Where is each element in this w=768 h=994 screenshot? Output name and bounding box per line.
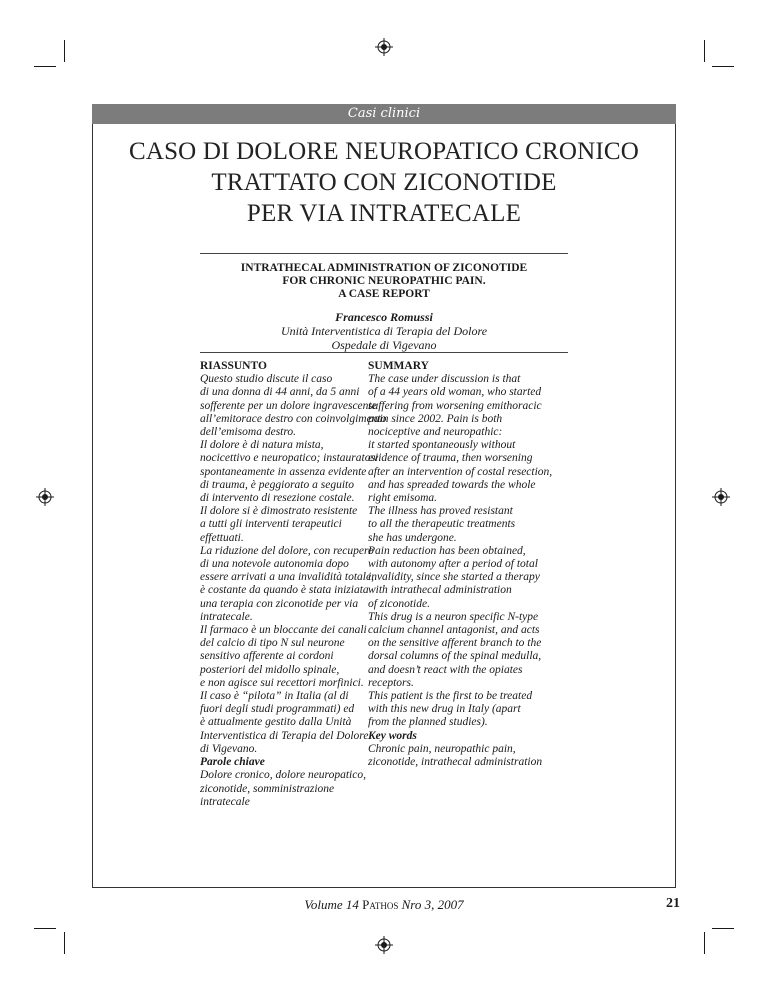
registration-mark-icon (712, 488, 730, 506)
affiliation-line: Ospedale di Vigevano (331, 338, 437, 352)
text-line: dell’emisoma destro. (200, 426, 297, 439)
text-line: with autonomy after a period of total (368, 558, 538, 571)
text-line: nocicettivo e neuropatico; instauratosi (200, 452, 379, 465)
text-line: evidence of trauma, then worsening (368, 452, 533, 465)
divider (200, 352, 568, 353)
text-line: spontaneamente in assenza evidente (200, 465, 367, 478)
divider (200, 253, 568, 254)
text-line: fuori degli studi programmati) ed (200, 703, 355, 716)
text-line: di intervento di resezione costale. (200, 492, 355, 505)
registration-mark-icon (375, 936, 393, 954)
text-line: on the sensitive afferent branch to the (368, 637, 542, 650)
english-title-line: INTRATHECAL ADMINISTRATION OF ZICONOTIDE (240, 262, 528, 274)
english-title-line: A CASE REPORT (338, 288, 430, 300)
section-label: Casi clinici (92, 104, 676, 124)
page-footer (92, 897, 676, 913)
text-line: ziconotide, intrathecal administration (368, 756, 543, 769)
page-number: 21 (666, 896, 680, 911)
crop-mark (704, 40, 705, 62)
footer-issue: Nro 3, 2007 (401, 897, 464, 912)
text-line: di Vigevano. (200, 742, 258, 755)
text-line: una terapia con ziconotide per via (200, 597, 359, 610)
text-line: sofferente per un dolore ingravescente (200, 399, 377, 412)
text-line: suffering from worsening emithoracic (368, 399, 542, 412)
crop-mark (34, 66, 56, 67)
text-line: Dolore cronico, dolore neuropatico, (200, 769, 366, 782)
text-line: from the planned studies). (368, 716, 488, 729)
article-title (92, 136, 676, 229)
text-line: di una notevole autonomia dopo (200, 558, 349, 571)
summary-heading: SUMMARY (368, 360, 429, 372)
text-line: di trauma, è peggiorato a seguito (200, 478, 354, 491)
text-line: Il dolore si è dimostrato resistente (200, 505, 358, 518)
text-line: and has spreaded towards the whole (368, 478, 536, 491)
text-line: of ziconotide. (368, 597, 430, 610)
text-line: intratecale (200, 795, 250, 808)
crop-mark (704, 932, 705, 954)
keywords-heading: Parole chiave (200, 756, 265, 769)
text-line: receptors. (368, 676, 414, 689)
text-line: è attualmente gestito dalla Unità (200, 716, 352, 729)
english-title (200, 262, 568, 301)
title-line: PER VIA INTRATECALE (246, 200, 522, 227)
title-line: CASO DI DOLORE NEUROPATICO CRONICO (128, 138, 640, 165)
crop-mark (64, 40, 65, 62)
registration-mark-icon (375, 38, 393, 56)
footer-volume: Volume 14 (304, 897, 359, 912)
affiliation-line: Unità Interventistica di Terapia del Dolore (280, 324, 488, 338)
text-line: nociceptive and neuropathic: (368, 426, 503, 439)
title-line: TRATTATO CON ZICONOTIDE (211, 169, 557, 196)
text-line: and doesn’t react with the opiates (368, 663, 523, 676)
registration-mark-icon (36, 488, 54, 506)
text-line: Il dolore è di natura mista, (200, 439, 324, 452)
text-line: This patient is the first to be treated (368, 690, 533, 703)
text-line: The case under discussion is that (368, 373, 521, 386)
text-line: Chronic pain, neuropathic pain, (368, 742, 516, 755)
keywords-heading: Key words (368, 729, 417, 742)
text-line: it started spontaneously without (368, 439, 516, 452)
text-line: Il farmaco è un bloccante dei canali (200, 624, 367, 637)
author-name: Francesco Romussi (335, 310, 433, 324)
text-line: she has undergone. (368, 531, 457, 544)
text-line: calcium channel antagonist, and acts (368, 624, 540, 637)
riassunto-heading: RIASSUNTO (200, 360, 267, 372)
text-line: to all the therapeutic treatments (368, 518, 516, 531)
text-line: dorsal columns of the spinal medulla, (368, 650, 542, 663)
text-line: intratecale. (200, 610, 253, 623)
text-line: effettuati. (200, 531, 244, 544)
text-line: del calcio di tipo N sul neurone (200, 637, 345, 650)
text-line: e non agisce sui recettori morfinici. (200, 676, 364, 689)
english-title-line: FOR CHRONIC NEUROPATHIC PAIN. (282, 275, 486, 287)
text-line: after an intervention of costal resection, (368, 465, 553, 478)
text-line: Il caso è “pilota” in Italia (al di (200, 690, 349, 703)
crop-mark (34, 928, 56, 929)
crop-mark (712, 928, 734, 929)
text-line: di una donna di 44 anni, da 5 anni (200, 386, 360, 399)
text-line: essere arrivati a una invalidità totale, (200, 571, 374, 584)
crop-mark (64, 932, 65, 954)
text-line: a tutti gli interventi terapeutici (200, 518, 342, 531)
author-block (200, 310, 568, 352)
text-line: sensitivo afferente ai cordoni (200, 650, 334, 663)
text-line: La riduzione del dolore, con recupero (200, 544, 374, 557)
text-line: Pain reduction has been obtained, (368, 544, 526, 557)
text-line: This drug is a neuron specific N-type (368, 610, 539, 623)
text-line: Questo studio discute il caso (200, 373, 333, 386)
text-line: The illness has proved resistant (368, 505, 513, 518)
text-line: with this new drug in Italy (apart (368, 703, 521, 716)
footer-journal: Pathos (362, 897, 399, 912)
text-line: Interventistica di Terapia del Dolore (200, 729, 369, 742)
text-line: right emisoma. (368, 492, 437, 505)
text-line: pain since 2002. Pain is both (368, 412, 503, 425)
text-line: of a 44 years old woman, who started (368, 386, 542, 399)
text-line: all’emitorace destro con coinvolgimento (200, 412, 387, 425)
text-line: è costante da quando è stata iniziata (200, 584, 369, 597)
summary-column (368, 360, 568, 769)
text-line: posteriori del midollo spinale, (200, 663, 340, 676)
text-line: with intrathecal administration (368, 584, 512, 597)
text-line: ziconotide, somministrazione (200, 782, 335, 795)
text-line: invalidity, since she started a therapy (368, 571, 540, 584)
crop-mark (712, 66, 734, 67)
